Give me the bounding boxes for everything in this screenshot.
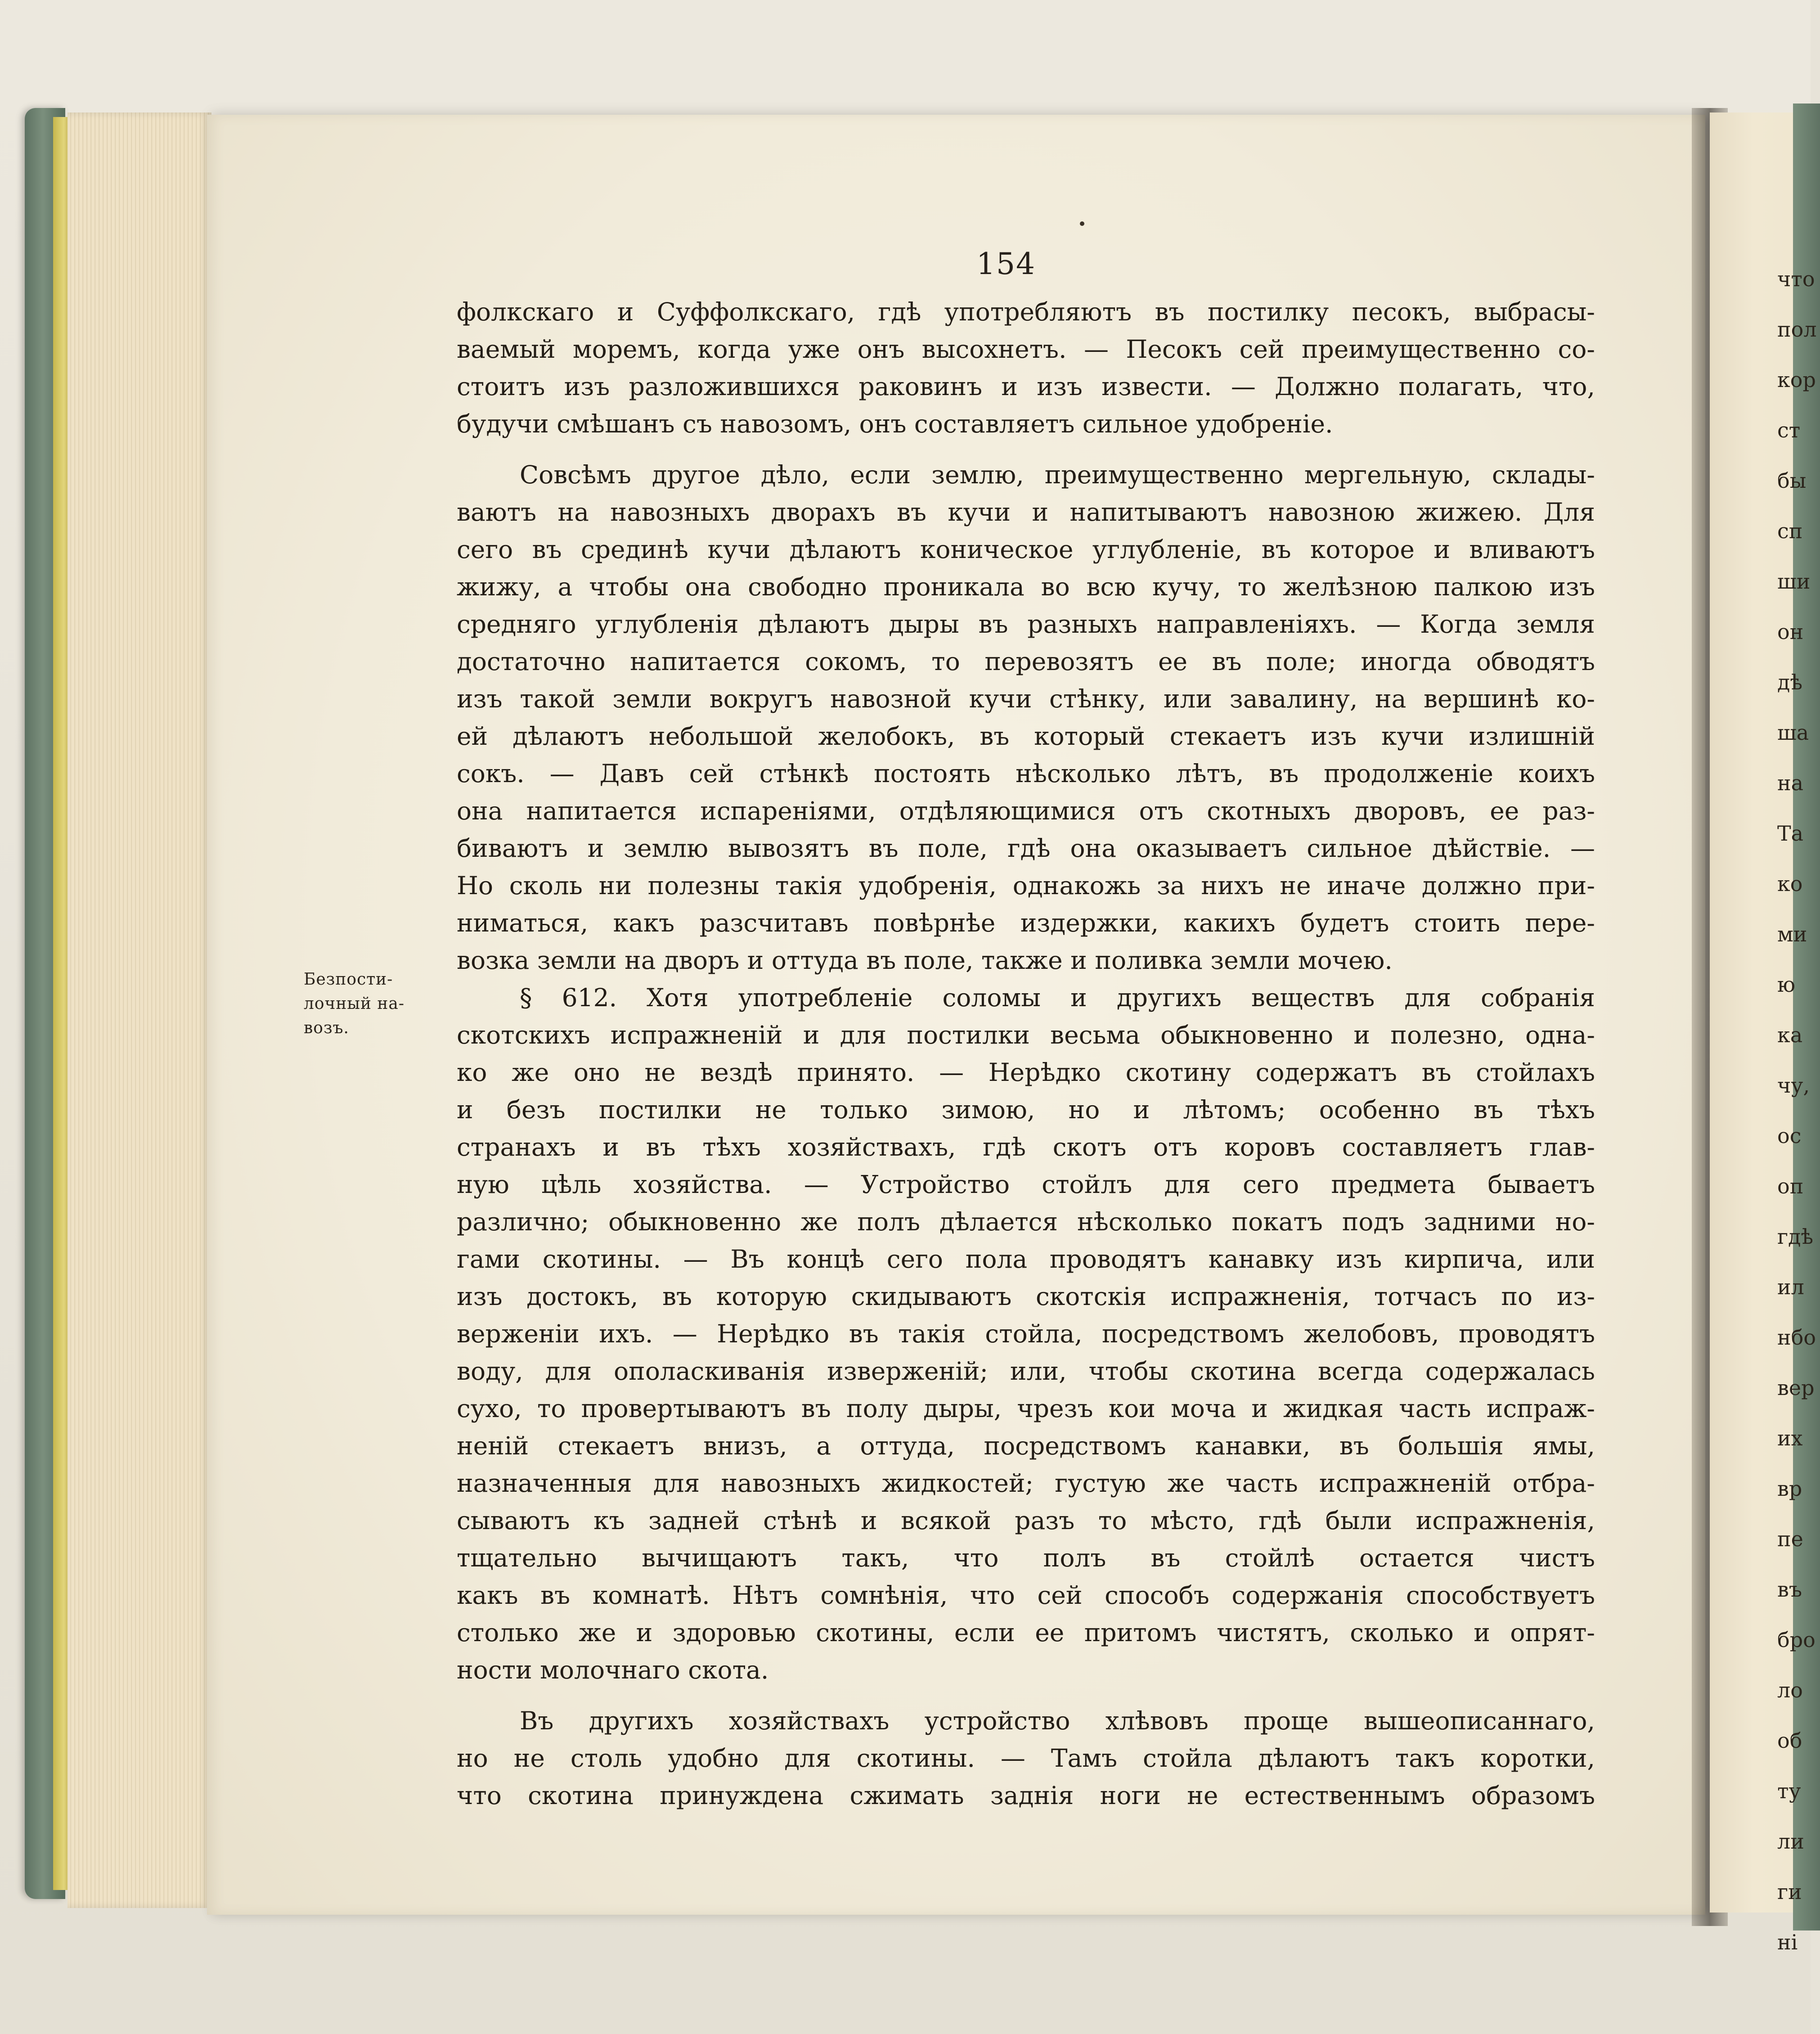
text-line: достаточно напитается сокомъ, то перевозятъ ее въ поле; иногда обводятъ [457,647,1595,676]
next-page-fragment: что [1777,267,1815,291]
text-line: тщательно вычищаютъ такъ, что полъ въ стойлѣ остается чистъ [457,1544,1595,1572]
next-page-fragment: бы [1777,468,1807,493]
next-page-fragment: ми [1777,922,1807,946]
text-line: Совсѣмъ другое дѣло, если землю, преимущественно мергельную, склады- [520,460,1595,489]
text-line: верженіи ихъ. — Нерѣдко въ такія стойла, посредствомъ желобовъ, проводятъ [457,1319,1595,1348]
next-page-fragment: об [1777,1728,1802,1753]
text-line: будучи смѣшанъ съ навозомъ, онъ составляетъ сильное удобреніе. [457,410,1333,438]
text-line: что скотина принуждена сжимать заднія ноги не естественнымъ образомъ [457,1781,1595,1810]
next-page-fragment: ю [1777,972,1796,997]
page-stack [67,112,211,1908]
text-line: ниматься, какъ разсчитавъ повѣрнѣе издержки, какихъ будетъ стоить пере- [457,909,1595,937]
text-line: ваемый моремъ, когда уже онъ высохнетъ. — Песокъ сей преимущественно со- [457,335,1595,364]
text-line: назначенныя для навозныхъ жидкостей; густую же часть испражненій отбра- [457,1469,1595,1498]
next-page-fragment: ло [1777,1678,1803,1702]
next-page-fragment: ко [1777,872,1803,896]
text-line: но не столь удобно для скотины. — Тамъ стойла дѣлаютъ такъ коротки, [457,1744,1595,1773]
section-line: § 612. Хотя употребленіе соломы и другихъ веществъ для собранія [520,983,1595,1012]
text-line: неній стекаетъ внизъ, а оттуда, посредствомъ канавки, въ большія ямы, [457,1431,1595,1460]
next-page-fragment: вер [1777,1376,1815,1400]
text-line: изъ достокъ, въ которую скидываютъ скотскія испражненія, тотчасъ по из- [457,1282,1595,1311]
next-page-fragment: кор [1777,368,1816,392]
next-page-fragment: пол [1777,317,1817,342]
text-line: сухо, то провертываютъ въ полу дыры, чрезъ кои моча и жидкая часть испраж- [457,1394,1595,1423]
text-line: фолкскаго и Суффолкскаго, гдѣ употребляютъ въ постилку песокъ, выбрасы- [457,297,1595,326]
margin-note-line: возъ. [304,1019,349,1037]
text-line: ваютъ на навозныхъ дворахъ въ кучи и напитываютъ навозною жижею. Для [457,498,1595,526]
text-line: биваютъ и землю вывозятъ въ поле, гдѣ она оказываетъ сильное дѣйствіе. — [457,834,1595,863]
next-page-fragment: ли [1777,1829,1804,1854]
next-page-fragment: ша [1777,720,1809,745]
next-page-fragment: ту [1777,1779,1801,1803]
next-page-fragment: он [1777,620,1804,644]
text-line: скотскихъ испражненій и для постилки весьма обыкновенно и полезно, одна- [457,1021,1595,1049]
text-line: ко же оно не вездѣ принято. — Нерѣдко скотину содержатъ въ стойлахъ [457,1058,1595,1087]
text-line: ей дѣлаютъ небольшой желобокъ, въ который стекаетъ изъ кучи излишній [457,722,1595,751]
next-page-fragment: их [1777,1426,1803,1450]
text-line: воду, для ополаскиванія изверженій; или, чтобы скотина всегда содержалась [457,1357,1595,1386]
next-page-fragment: ги [1777,1880,1802,1904]
text-line: возка земли на дворъ и оттуда въ поле, также и поливка земли мочею. [457,946,1393,975]
text-line: изъ такой земли вокругъ навозной кучи стѣнку, или завалину, на вершинѣ ко- [457,684,1595,713]
margin-note-line: лочный на- [304,994,405,1013]
body-text [457,293,1595,1814]
next-page-fragment: ст [1777,418,1801,442]
next-page-fragment: ні [1777,1930,1798,1954]
text-line: странахъ и въ тѣхъ хозяйствахъ, гдѣ скотъ отъ коровъ составляетъ глав- [457,1133,1595,1161]
next-page-fragment: вр [1777,1476,1802,1501]
text-line: Въ другихъ хозяйствахъ устройство хлѣвовъ проще вышеописаннаго, [520,1706,1595,1735]
text-line: и безъ постилки не только зимою, но и лѣтомъ; особенно въ тѣхъ [457,1095,1595,1124]
ink-dot [1080,221,1084,226]
next-page-fragment: нбо [1777,1325,1816,1350]
next-page-fragment: оп [1777,1174,1804,1198]
margin-note-line: Безпости- [304,970,393,989]
text-line: столько же и здоровью скотины, если ее притомъ чистятъ, сколько и опрят- [457,1618,1595,1647]
text-line: средняго углубленія дѣлаютъ дыры въ разныхъ направленіяхъ. — Когда земля [457,610,1595,639]
text-line: какъ въ комнатѣ. Нѣтъ сомнѣнія, что сей способъ содержанія способствуетъ [457,1581,1595,1610]
text-line: сокъ. — Давъ сей стѣнкѣ постоять нѣсколько лѣтъ, въ продолженіе коихъ [457,759,1595,788]
next-page-fragment: ос [1777,1124,1802,1148]
text-line: она напитается испареніями, отдѣляющимися отъ скотныхъ дворовъ, ее раз- [457,796,1595,825]
page-number: 154 [976,247,1036,281]
next-page-fragment: ил [1777,1275,1804,1299]
next-page-fragment: ка [1777,1023,1803,1047]
next-page-fragment: бро [1777,1628,1816,1652]
next-page-fragment: сп [1777,519,1803,543]
text-line: ную цѣль хозяйства. — Устройство стойлъ для сего предмета бываетъ [457,1170,1595,1199]
next-page-fragment: дѣ [1777,670,1803,694]
text-line: сего въ срединѣ кучи дѣлаютъ коническое углубленіе, въ которое и вливаютъ [457,535,1595,564]
text-line: ности молочнаго скота. [457,1656,769,1684]
text-line: различно; обыкновенно же полъ дѣлается нѣсколько покатъ подъ задними но- [457,1207,1595,1236]
margin-note [304,968,452,1040]
next-page-fragment: ши [1777,569,1811,594]
text-line: Но сколь ни полезны такія удобренія, однакожь за нихъ не иначе должно при- [457,871,1595,900]
next-page-fragment: на [1777,771,1804,795]
text-line: жижу, а чтобы она свободно проникала во всю кучу, то желѣзною палкою изъ [457,572,1595,601]
next-page-fragment: гдѣ [1777,1224,1814,1249]
next-page-fragment: Та [1777,821,1804,846]
text-line: сываютъ къ задней стѣнѣ и всякой разъ то мѣсто, гдѣ были испражненія, [457,1506,1595,1535]
next-page-fragment: пе [1777,1527,1803,1551]
next-page-fragment: въ [1777,1577,1802,1602]
text-line: стоитъ изъ разложившихся раковинъ и изъ извести. — Должно полагать, что, [457,372,1595,401]
next-page-fragment: чу, [1777,1073,1810,1098]
text-line: гами скотины. — Въ концѣ сего пола проводятъ канавку изъ кирпича, или [457,1245,1595,1274]
